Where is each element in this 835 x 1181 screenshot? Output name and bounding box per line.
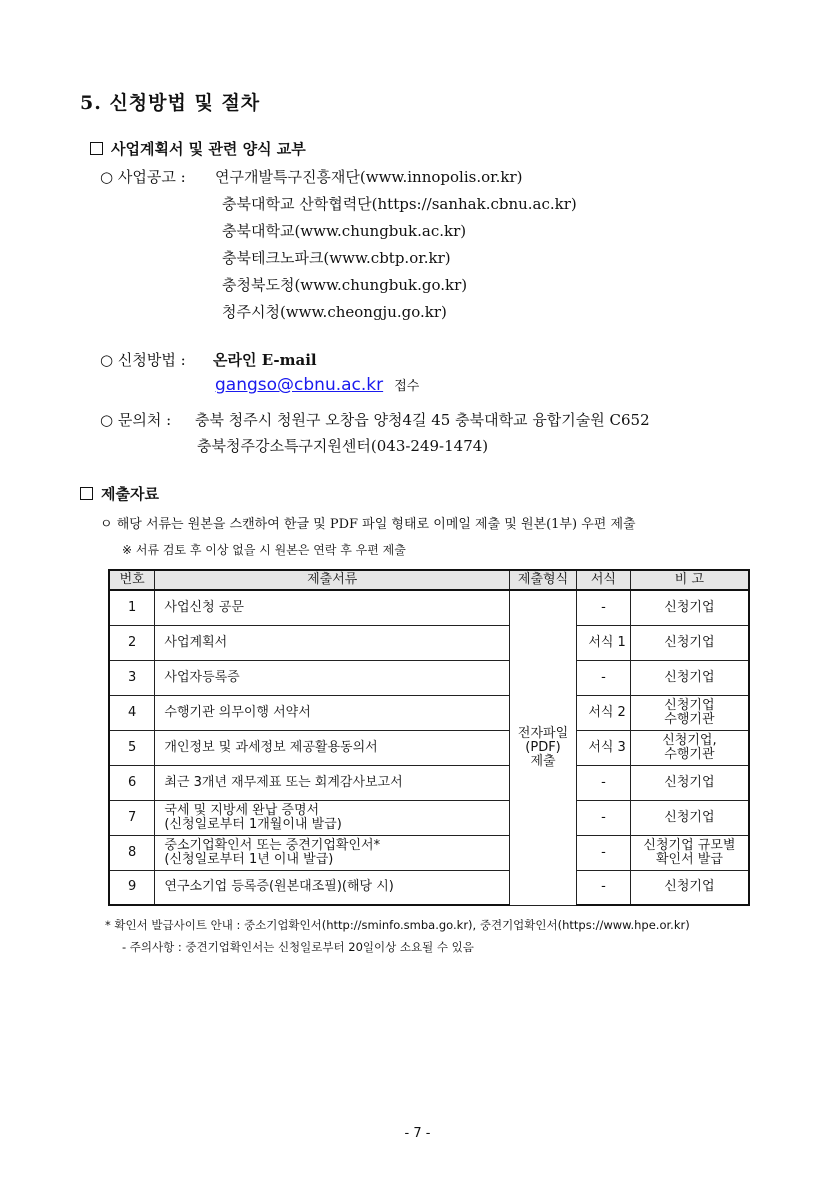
row-note-line: 수행기관 xyxy=(664,746,715,762)
row-doc-line: 최근 3개년 재무제표 또는 회계감사보고서 xyxy=(164,774,403,790)
row-no: 2 xyxy=(109,625,155,660)
row-doc-line: (신청일로부터 1년 이내 발급) xyxy=(164,851,334,867)
row-form: - xyxy=(576,660,630,695)
row-form: - xyxy=(576,870,630,905)
row-doc xyxy=(155,660,510,695)
checkbox-square-icon xyxy=(90,142,103,155)
submission-heading-text: 제출자료 xyxy=(101,485,159,503)
row-note-line: 신청기업 규모별 xyxy=(643,837,736,853)
table-row xyxy=(109,660,749,695)
site-item: 충북대학교(www.chungbuk.ac.kr) xyxy=(222,222,467,240)
row-doc-line: (신청일로부터 1개월이내 발급) xyxy=(164,816,342,832)
contact-line1: 충북 청주시 청원구 오창읍 양청4길 45 충북대학교 융합기술원 C652 xyxy=(195,411,650,429)
site-item: 연구개발특구진흥재단(www.innopolis.or.kr) xyxy=(215,168,523,186)
checkbox-square-icon xyxy=(80,487,93,500)
row-doc-line: 연구소기업 등록증(원본대조필)(해당 시) xyxy=(164,879,394,895)
row-no: 6 xyxy=(109,765,155,800)
row-doc-line: 국세 및 지방세 완납 증명서 xyxy=(164,802,320,818)
table-header-row xyxy=(109,570,749,590)
row-no: 7 xyxy=(109,800,155,835)
header-format: 제출형식 xyxy=(510,570,577,590)
row-no: 3 xyxy=(109,660,155,695)
row-note xyxy=(630,590,749,625)
row-doc-line: 수행기관 의무이행 서약서 xyxy=(164,704,311,720)
format-line: 제출 xyxy=(530,753,556,769)
section-title: 5. 신청방법 및 절차 xyxy=(80,92,261,114)
row-note xyxy=(630,625,749,660)
row-doc xyxy=(155,730,510,765)
method-label: ○ 신청방법 : xyxy=(100,351,186,369)
email-line xyxy=(215,375,419,395)
method-value: 온라인 E-mail xyxy=(213,351,317,369)
row-doc-line: 사업자등록증 xyxy=(164,669,240,685)
row-form: - xyxy=(576,590,630,625)
row-note-line: 신청기업 xyxy=(664,634,715,650)
row-no: 9 xyxy=(109,870,155,905)
row-note-line: 확인서 발급 xyxy=(655,851,723,867)
row-note-line: 신청기업, xyxy=(662,732,717,748)
submission-note-sub: ※ 서류 검토 후 이상 없을 시 원본은 연락 후 우편 제출 xyxy=(122,543,406,557)
row-doc-line: 사업신청 공문 xyxy=(164,599,244,615)
page-number: - 7 - xyxy=(404,1126,431,1141)
table-row xyxy=(109,870,749,905)
row-doc xyxy=(155,765,510,800)
site-item: 청주시청(www.cheongju.go.kr) xyxy=(222,303,447,321)
header-doc: 제출서류 xyxy=(155,570,510,590)
row-doc xyxy=(155,590,510,625)
row-note xyxy=(630,660,749,695)
header-no: 번호 xyxy=(109,570,155,590)
row-doc-line: 사업계획서 xyxy=(164,634,228,650)
row-note-line: 신청기업 xyxy=(664,697,715,713)
row-note-line: 신청기업 xyxy=(664,879,715,895)
distribution-heading xyxy=(90,138,306,159)
row-note xyxy=(630,870,749,905)
site-item: 충북테크노파크(www.cbtp.or.kr) xyxy=(222,249,451,267)
row-doc-line: 개인정보 및 과세정보 제공활용동의서 xyxy=(164,739,378,755)
table-row xyxy=(109,730,749,765)
row-doc xyxy=(155,835,510,870)
row-form: - xyxy=(576,765,630,800)
table-row xyxy=(109,835,749,870)
row-form: 서식 3 xyxy=(576,730,630,765)
submission-heading xyxy=(80,483,159,504)
footnote-caution: - 주의사항 : 중견기업확인서는 신청일로부터 20일이상 소요될 수 있음 xyxy=(122,940,474,954)
header-note: 비 고 xyxy=(630,570,749,590)
format-line: 전자파일 xyxy=(517,725,569,741)
row-no: 1 xyxy=(109,590,155,625)
row-form: 서식 2 xyxy=(576,695,630,730)
row-note xyxy=(630,730,749,765)
table-row xyxy=(109,590,749,625)
notice-label: ○ 사업공고 : xyxy=(100,168,186,186)
format-line: (PDF) xyxy=(525,739,561,755)
row-no: 8 xyxy=(109,835,155,870)
row-doc xyxy=(155,870,510,905)
row-doc-line: 중소기업확인서 또는 중견기업확인서* xyxy=(164,837,381,853)
contact-label: ○ 문의처 : xyxy=(100,411,172,429)
row-note-line: 수행기관 xyxy=(664,711,715,727)
row-note-line: 신청기업 xyxy=(664,809,715,825)
contact-line2: 충북청주강소특구지원센터(043-249-1474) xyxy=(197,437,489,455)
row-note-line: 신청기업 xyxy=(664,669,715,685)
email-suffix: 접수 xyxy=(394,379,420,394)
email-link[interactable]: gangso@cbnu.ac.kr xyxy=(215,375,384,395)
row-note-line: 신청기업 xyxy=(664,774,715,790)
site-item: 충북대학교 산학협력단(https://sanhak.cbnu.ac.kr) xyxy=(222,195,577,213)
row-note xyxy=(630,835,749,870)
row-no: 5 xyxy=(109,730,155,765)
row-form: 서식 1 xyxy=(576,625,630,660)
table-row xyxy=(109,765,749,800)
table-row xyxy=(109,625,749,660)
row-note-line: 신청기업 xyxy=(664,599,715,615)
site-item: 충청북도청(www.chungbuk.go.kr) xyxy=(222,276,468,294)
table-row xyxy=(109,695,749,730)
header-form: 서식 xyxy=(576,570,630,590)
distribution-heading-text: 사업계획서 및 관련 양식 교부 xyxy=(111,140,306,158)
row-form: - xyxy=(576,800,630,835)
submission-table xyxy=(108,569,750,906)
row-doc xyxy=(155,800,510,835)
row-note xyxy=(630,765,749,800)
footnote-sites: * 확인서 발급사이트 안내 : 중소기업확인서(http://sminfo.smba.go.kr), 중견기업확인서(https://www.hpe.or.kr) xyxy=(105,918,690,932)
row-doc xyxy=(155,695,510,730)
row-form: - xyxy=(576,835,630,870)
row-note xyxy=(630,800,749,835)
submission-note: ㅇ 해당 서류는 원본을 스캔하여 한글 및 PDF 파일 형태로 이메일 제출 및 원본(1부) 우편 제출 xyxy=(100,517,636,532)
row-doc xyxy=(155,625,510,660)
row-no: 4 xyxy=(109,695,155,730)
table-row xyxy=(109,800,749,835)
format-merged-cell xyxy=(510,590,577,905)
row-note xyxy=(630,695,749,730)
